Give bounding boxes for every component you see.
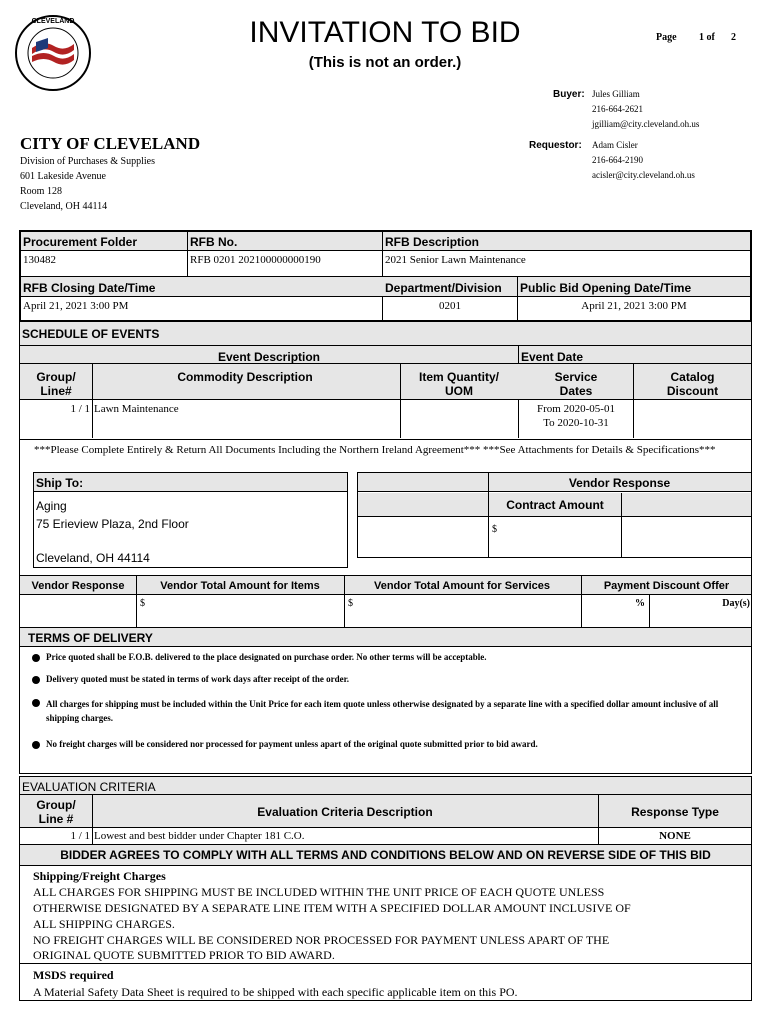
bullet-icon xyxy=(32,654,40,662)
catalog-discount-header: Catalog Discount xyxy=(666,370,719,398)
folder-label: Procurement Folder xyxy=(23,235,138,249)
buyer-email: jgilliam@city.cleveland.oh.us xyxy=(592,119,700,129)
percent-sign: % xyxy=(635,598,645,609)
city-division: Division of Purchases & Supplies xyxy=(20,156,155,167)
page-subtitle: (This is not an order.) xyxy=(308,54,462,71)
svg-text:CLEVELAND: CLEVELAND xyxy=(31,18,75,25)
vendor-response-title: Vendor Response xyxy=(568,476,671,490)
ship-to-line1: Aging xyxy=(36,499,67,513)
rfb-no-value: RFB 0201 202100000000190 xyxy=(190,254,321,266)
msds-line1: A Material Safety Data Sheet is required to be shipped with each specific applicable item on this PO. xyxy=(33,985,518,999)
city-name: CITY OF CLEVELAND xyxy=(20,134,201,153)
dept-value: 0201 xyxy=(439,300,461,312)
shipping-line5: ORIGINAL QUOTE SUBMITTED PRIOR TO BID AWARD. xyxy=(33,948,335,962)
notice-text: ***Please Complete Entirely & Return All Documents Including the Northern Ireland Agreement*** ***See Attachments for Details & Specifications*** xyxy=(34,444,716,456)
vendor-items-header: Vendor Total Amount for Items xyxy=(160,580,320,592)
page-number: 1 of xyxy=(699,32,715,43)
bullet-icon xyxy=(32,699,40,707)
buyer-label: Buyer: xyxy=(553,89,585,100)
item-qty-header: Item Quantity/ UOM xyxy=(418,370,499,398)
services-dollar: $ xyxy=(348,598,353,609)
msds-title: MSDS required xyxy=(33,968,114,982)
row-service-to: To 2020-10-31 xyxy=(543,417,609,429)
info-table xyxy=(19,230,752,322)
bidder-agrees-banner xyxy=(19,845,752,866)
contract-amount-input[interactable] xyxy=(489,518,621,557)
vendor-services-header: Vendor Total Amount for Services xyxy=(373,580,551,592)
msds-terms xyxy=(19,964,752,1001)
service-dates-header: Service Dates xyxy=(554,370,598,398)
requestor-phone: 216-664-2190 xyxy=(592,155,643,165)
city-citystate: Cleveland, OH 44114 xyxy=(20,201,108,212)
event-desc-header: Event Description xyxy=(217,350,321,364)
closing-value: April 21, 2021 3:00 PM xyxy=(23,300,129,312)
shipping-line1: ALL CHARGES FOR SHIPPING MUST BE INCLUDED WITHIN THE UNIT PRICE OF EACH QUOTE UNLESS xyxy=(33,885,605,899)
bullet-icon xyxy=(32,741,40,749)
terms-item-2: Delivery quoted must be stated in terms of work days after receipt of the order. xyxy=(46,674,350,684)
ship-to-line3: Cleveland, OH 44114 xyxy=(36,551,150,565)
vendor-totals-table xyxy=(19,576,752,628)
terms-item-3: All charges for shipping must be included within the Unit Price for each item quote unless otherwise designated by a separate line with a specified dollar amount inclusive of all shipping charges. xyxy=(46,699,719,723)
vendor-response-header: Vendor Response xyxy=(31,580,125,592)
schedule-table xyxy=(19,346,752,440)
discount-percent-input[interactable] xyxy=(582,596,649,627)
event-date-header: Event Date xyxy=(521,350,584,364)
days-label: Day(s) xyxy=(722,598,750,609)
ship-to-line2: 75 Erieview Plaza, 2nd Floor xyxy=(36,517,189,531)
row-service-from: From 2020-05-01 xyxy=(537,403,615,415)
page-total: 2 xyxy=(731,32,736,43)
rfb-desc-label: RFB Description xyxy=(385,235,480,249)
rfb-no-label: RFB No. xyxy=(190,235,238,249)
buyer-phone: 216-664-2621 xyxy=(592,104,643,114)
row-group: 1 / 1 xyxy=(70,403,90,415)
row-commodity: Lawn Maintenance xyxy=(94,403,179,415)
buyer-name: Jules Gilliam xyxy=(592,89,640,99)
ship-to-label: Ship To: xyxy=(36,476,84,490)
payment-discount-header: Payment Discount Offer xyxy=(603,580,730,592)
eval-desc-header: Evaluation Criteria Description xyxy=(257,805,433,819)
vendor-response-box xyxy=(357,472,752,558)
shipping-line3: ALL SHIPPING CHARGES. xyxy=(33,917,175,931)
opening-label: Public Bid Opening Date/Time xyxy=(520,281,692,295)
shipping-line4: NO FREIGHT CHARGES WILL BE CONSIDERED NOR PROCESSED FOR PAYMENT UNLESS APART OF THE xyxy=(33,933,610,947)
dept-label: Department/Division xyxy=(385,281,502,295)
evaluation-title: EVALUATION CRITERIA xyxy=(22,780,156,794)
schedule-title: SCHEDULE OF EVENTS xyxy=(22,327,160,341)
page-title: INVITATION TO BID xyxy=(249,16,521,49)
ship-block xyxy=(19,440,752,576)
shipping-terms xyxy=(19,866,752,964)
opening-value: April 21, 2021 3:00 PM xyxy=(581,300,687,312)
commodity-header: Commodity Description xyxy=(177,370,313,384)
group-line-header: Group/ Line# xyxy=(36,370,76,398)
contract-dollar: $ xyxy=(492,524,497,535)
items-dollar: $ xyxy=(140,598,145,609)
ship-to-box xyxy=(33,472,348,568)
eval-row-group: 1 / 1 xyxy=(70,830,90,842)
shipping-line2: OTHERWISE DESIGNATED BY A SEPARATE LINE ITEM WITH A SPECIFIED DOLLAR AMOUNT INCLUSIVE OF xyxy=(33,901,631,915)
eval-group-header: Group/ Line # xyxy=(36,798,76,826)
terms-section xyxy=(19,628,752,774)
page-label: Page xyxy=(656,32,677,43)
rfb-desc-value: 2021 Senior Lawn Maintenance xyxy=(385,254,526,266)
requestor-label: Requestor: xyxy=(529,140,582,151)
terms-item-1: Price quoted shall be F.O.B. delivered to the place designated on purchase order. No other terms will be acceptable. xyxy=(46,652,487,662)
vendor-items-input[interactable] xyxy=(137,596,344,627)
city-street: 601 Lakeside Avenue xyxy=(20,171,106,182)
requestor-name: Adam Cisler xyxy=(592,140,638,150)
schedule-header xyxy=(19,322,752,346)
eval-row-desc: Lowest and best bidder under Chapter 181 C.O. xyxy=(94,830,305,842)
eval-response-header: Response Type xyxy=(631,805,719,819)
evaluation-table xyxy=(19,776,752,845)
contract-amount-label: Contract Amount xyxy=(506,498,604,512)
eval-row-response: NONE xyxy=(659,830,691,842)
requestor-email: acisler@city.cleveland.oh.us xyxy=(592,170,695,180)
vendor-response-input[interactable] xyxy=(20,596,136,627)
discount-days-input[interactable] xyxy=(650,596,751,627)
terms-title: TERMS OF DELIVERY xyxy=(28,631,153,645)
city-room: Room 128 xyxy=(20,186,62,197)
bidder-agrees-text: BIDDER AGREES TO COMPLY WITH ALL TERMS AND CONDITIONS BELOW AND ON REVERSE SIDE OF THIS BID xyxy=(60,848,711,862)
bullet-icon xyxy=(32,676,40,684)
folder-value: 130482 xyxy=(23,254,56,266)
vendor-services-input[interactable] xyxy=(345,596,581,627)
closing-label: RFB Closing Date/Time xyxy=(23,281,156,295)
terms-item-4: No freight charges will be considered nor processed for payment unless apart of the original quote submitted prior to bid award. xyxy=(46,739,538,749)
shipping-title: Shipping/Freight Charges xyxy=(33,869,166,883)
